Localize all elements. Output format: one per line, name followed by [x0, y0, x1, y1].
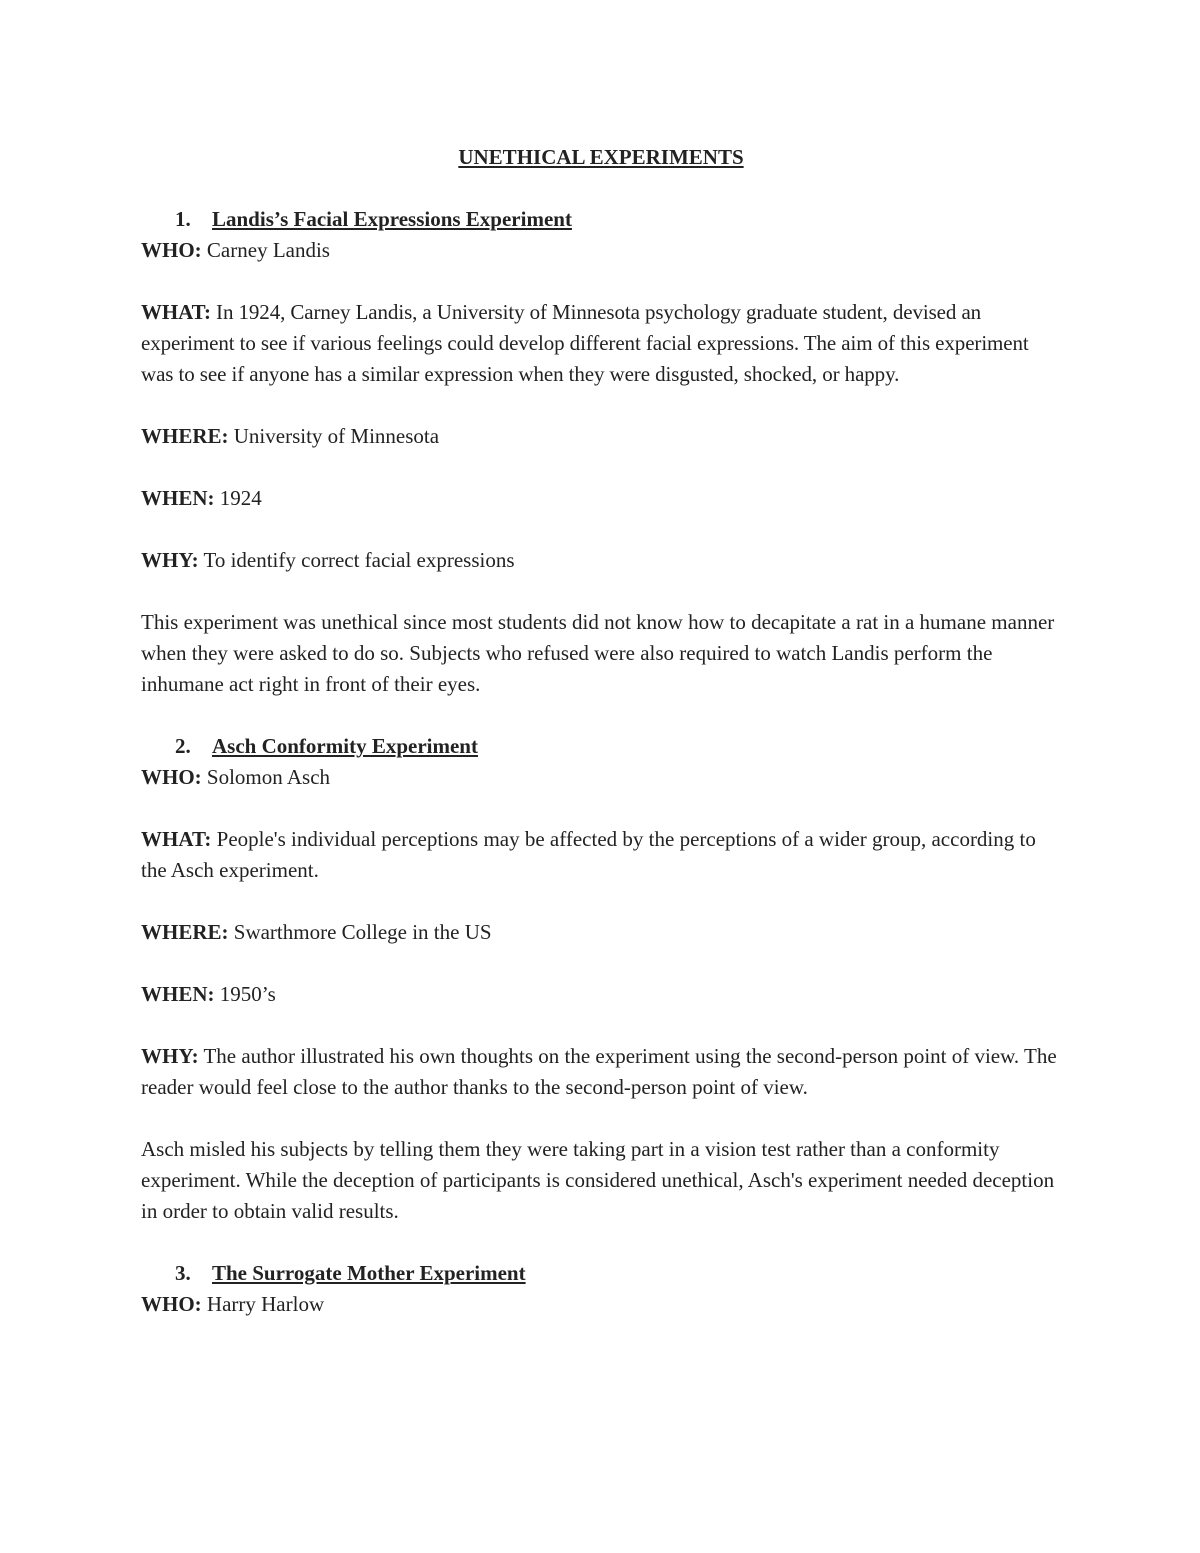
who-label: WHO: — [141, 765, 202, 789]
ethics-note-paragraph: Asch misled his subjects by telling them they were taking part in a vision test rather than a conformity experiment. While the deception of participants is considered unethical, Asch's experiment needed deception in order to obtain valid results. — [141, 1137, 1055, 1223]
where-label: WHERE: — [141, 424, 229, 448]
when-label: WHEN: — [141, 982, 215, 1006]
what-paragraph — [141, 297, 1061, 390]
why-paragraph — [141, 1041, 1061, 1103]
spacer — [141, 173, 1061, 204]
spacer — [141, 700, 1061, 731]
what-value: In 1924, Carney Landis, a University of Minnesota psychology graduate student, devised an experiment to see if various feelings could develop different facial expressions. The aim of this experiment was to see if anyone has a similar expression when they were disgusted, shocked, or happy. — [141, 300, 1029, 386]
who-label: WHO: — [141, 238, 202, 262]
spacer — [141, 1010, 1061, 1041]
where-value: University of Minnesota — [233, 424, 440, 448]
spacer — [141, 1103, 1061, 1134]
why-label: WHY: — [141, 1044, 199, 1068]
who-label: WHO: — [141, 1292, 202, 1316]
section-title: The Surrogate Mother Experiment — [212, 1261, 526, 1285]
when-value: 1924 — [219, 486, 262, 510]
spacer — [141, 266, 1061, 297]
where-label: WHERE: — [141, 920, 229, 944]
spacer — [141, 576, 1061, 607]
section-number: 2. — [175, 734, 191, 758]
document-title: UNETHICAL EXPERIMENTS — [458, 145, 744, 169]
who-line — [141, 762, 1061, 793]
who-value: Carney Landis — [206, 238, 330, 262]
document-page — [141, 142, 1061, 1320]
when-line — [141, 483, 1061, 514]
when-line — [141, 979, 1061, 1010]
spacer — [141, 1227, 1061, 1258]
why-label: WHY: — [141, 548, 199, 572]
section-title: Landis’s Facial Expressions Experiment — [212, 207, 572, 231]
spacer — [141, 886, 1061, 917]
section-number: 3. — [175, 1261, 191, 1285]
spacer — [141, 514, 1061, 545]
why-value: To identify correct facial expressions — [203, 548, 515, 572]
what-value: People's individual perceptions may be affected by the perceptions of a wider group, according to the Asch experiment. — [141, 827, 1036, 882]
who-value: Solomon Asch — [206, 765, 331, 789]
section-heading-1 — [141, 204, 1061, 235]
section-heading-2 — [141, 731, 1061, 762]
spacer — [141, 452, 1061, 483]
spacer — [141, 948, 1061, 979]
what-label: WHAT: — [141, 300, 211, 324]
what-paragraph — [141, 824, 1061, 886]
section-heading-3 — [141, 1258, 1061, 1289]
who-line — [141, 235, 1061, 266]
section-number: 1. — [175, 207, 191, 231]
where-line — [141, 917, 1061, 948]
why-line — [141, 545, 1061, 576]
why-value: The author illustrated his own thoughts on the experiment using the second-person point of view. The reader would feel close to the author thanks to the second-person point of view. — [141, 1044, 1057, 1099]
who-line — [141, 1289, 1061, 1320]
spacer — [141, 793, 1061, 824]
when-value: 1950’s — [219, 982, 276, 1006]
when-label: WHEN: — [141, 486, 215, 510]
where-value: Swarthmore College in the US — [233, 920, 492, 944]
spacer — [141, 390, 1061, 421]
where-line — [141, 421, 1061, 452]
who-value: Harry Harlow — [206, 1292, 325, 1316]
section-title: Asch Conformity Experiment — [212, 734, 478, 758]
what-label: WHAT: — [141, 827, 212, 851]
ethics-note-paragraph: This experiment was unethical since most students did not know how to decapitate a rat in a humane manner when they were asked to do so. Subjects who refused were also required to watch Landis perform the inhumane act right in front of their eyes. — [141, 610, 1055, 696]
